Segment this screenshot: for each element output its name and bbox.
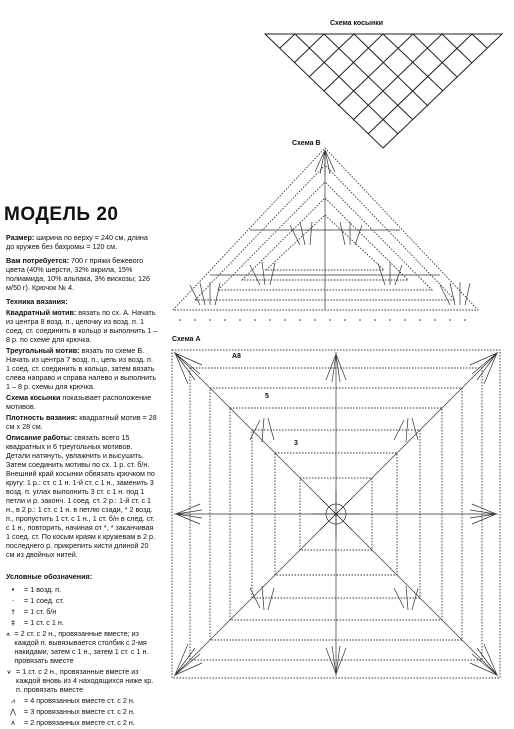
legend [6,572,158,729]
stitch-symbol-icon: • [10,585,16,594]
stitch-symbol-icon: ⩛ [6,667,12,676]
scheme-a-mark-3: 3 [294,440,298,447]
density-paragraph [6,413,158,431]
legend-item [6,607,158,616]
legend-item [6,629,158,665]
instructions-column [6,233,158,561]
legend-item-text: = 2 провязанных вместе ст. с 2 н. [24,718,135,727]
legend-heading: Условные обозначения: [6,572,93,581]
legend-item-text: = 1 возд. п. [24,585,62,594]
triangle-motif-value: вязать по схеме В. Начать из центра 7 возд. п., цепь из возд. п. 1 соед. ст. соединить в кольцо, затем вязать слева направо и справа налево и выполнить 1 – 8 р. схемы для крючка. [6,346,157,391]
legend-item [6,596,158,605]
legend-item-text: = 4 провязанных вместе ст. с 2 н. [24,696,135,705]
size-value: ширина по верху = 240 см, длина до кружев без бахромы = 120 см. [6,233,148,251]
stitch-symbol-icon: ⋀ [10,707,16,716]
technique-heading: Техника вязания: [6,297,68,306]
materials-label: Вам потребуется: [6,256,70,265]
kosynka-label: Схема косынки [330,20,383,27]
materials-value: 700 г пряжи бежевого цвета (40% шерсти, 32% акрила, 15% полиамида, 10% альпака, 3% вискозы; 126 м/50 г). Крючок № 4. [6,256,150,292]
stitch-symbol-icon: ‡ [11,618,15,627]
scheme-a-mark-5: 5 [265,393,269,400]
stitch-symbol-icon: ⩚ [6,629,11,638]
legend-item [6,718,158,727]
legend-item-text: = 1 ст. с 1 н. [24,618,64,627]
work-value: связать всего 15 квадратных и 6 треугольных мотивов. Детали натянуть, увлажнить и высушить. Затем соединить мотивы по сх. 1 р. ст. б/н. Внешний край косынки обвязать крючком по кругу: 1 р.: ст. с 1 н. 1-й ст. с 1 н., заменить 3 возд. п. углах выполнить 3 ст. с 1 н. под 1 петли и р. законч. 1 соед. ст. 2 р.: 1-й ст. с 1 н., в 2 р.: 1 ст. с 1 н. в петлю сзади, * 2 возд. п., пропустить 1 ст. с 1 н., 1 ст. б/н в след. ст. с 1 н., повторить, начиная от *, * заканчивая 1 соед. ст. По косым краям к кружевам в 2 р. последнего р. прикрепить кисти длиной 20 см из двойных нитей. [6,433,155,559]
materials-paragraph [6,256,158,292]
triangle-motif-label: Треугольный мотив: [6,346,80,355]
size-paragraph [6,233,158,251]
scheme-a-mark-a8: А8 [232,353,241,360]
legend-item-text: = 1 ст. б/н [24,607,57,616]
stitch-symbol-icon: · [11,596,15,605]
scheme-a-label: Схема А [172,336,201,343]
legend-item-text: = 1 ст. с 2 н., провязанные вместе из каждой вновь из 4 находящихся ниже кр. п. провязать вместе [16,667,154,694]
legend-item [6,707,158,716]
square-motif-value: вязать по сх. А. Начать из центра 8 возд. п., цепочку из возд. п. 1 соед. ст. соединить в кольцо и выполнить 1 – 8 р. по схеме для крючка. [6,308,158,344]
stitch-symbol-icon: † [11,607,15,616]
triangle-motif-paragraph [6,346,158,391]
density-label: Плотность вязания: [6,413,78,422]
legend-item-text: = 3 провязанных вместе ст. с 2 н. [24,707,135,716]
stitch-symbol-icon: ⩘ [10,696,16,705]
work-paragraph [6,433,158,559]
work-label: Описание работы: [6,433,73,442]
legend-list [6,585,158,727]
legend-item [6,618,158,627]
legend-item [6,667,158,694]
legend-item [6,696,158,705]
model-title: МОДЕЛЬ 20 [4,204,119,225]
legend-item-text: = 2 ст. с 2 н., провязанные вместе; из каждой п. вывязывается столбик с 2-мя накидами, затем с 1 н., затем 1 ст. с 1 н. провязать вместе [14,629,149,665]
scheme-b-label: Схема В [292,140,321,147]
stitch-symbol-icon: ∧ [10,718,16,727]
legend-item-text: = 1 соед. ст. [24,596,64,605]
size-label: Размер: [6,233,35,242]
scheme-value: показывает расположение мотивов. [6,393,152,411]
square-motif-paragraph [6,308,158,344]
scheme-label: Схема косынки [6,393,61,402]
density-value: квадратный мотив = 28 см х 28 см. [6,413,157,431]
scheme-paragraph [6,393,158,411]
square-motif-label: Квадратный мотив: [6,308,77,317]
legend-item [6,585,158,594]
